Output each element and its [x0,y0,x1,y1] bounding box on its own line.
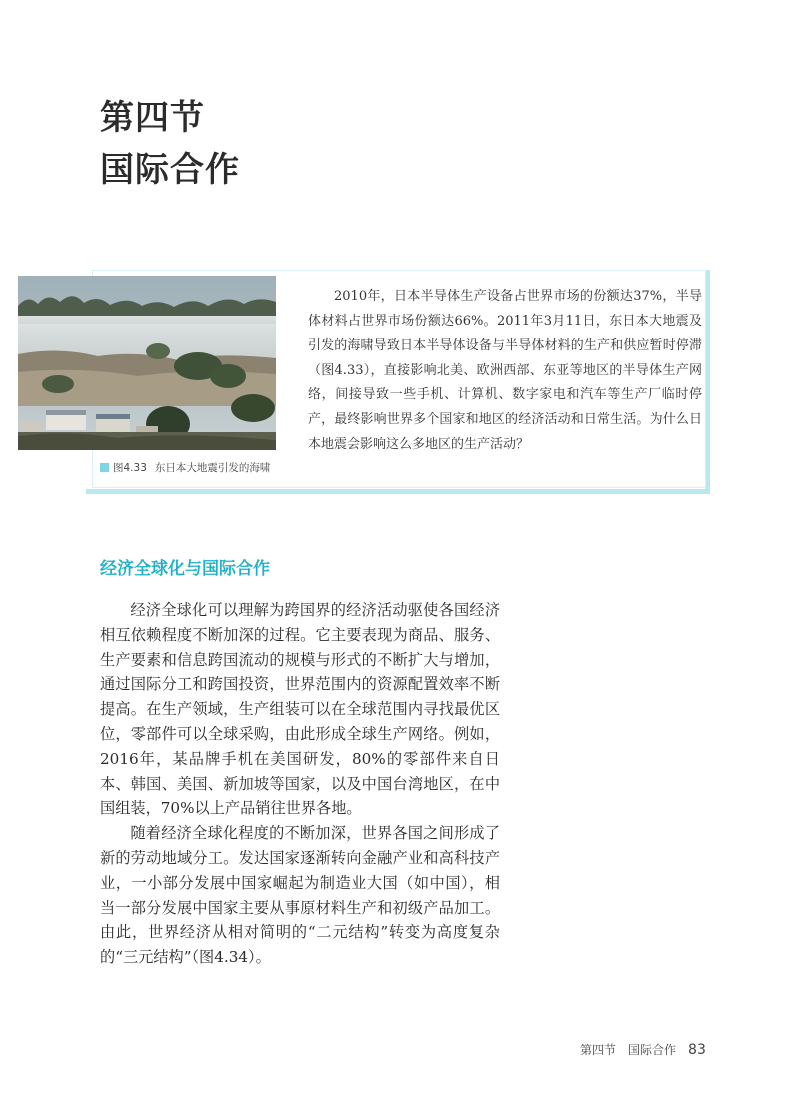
body-paragraph-1: 经济全球化可以理解为跨国界的经济活动驱使各国经济相互依赖程度不断加深的过程。它主要表现为商品、服务、生产要素和信息跨国流动的规模与形式的不断扩大与增加，通过国际分工和跨国投资，世界范围内的资源配置效率不断提高。在生产领域，生产组装可以在全球范围内寻找最优区位，零部件可以全球采购，由此形成全球生产网络。例如，2016年，某品牌手机在美国研发，80%的零部件来自日本、韩国、美国、新加坡等国家，以及中国台湾地区，在中国组装，70%以上产品销往世界各地。 [100,601,500,818]
footer-title: 国际合作 [628,1043,677,1057]
footer-section: 第四节 [580,1043,617,1057]
case-study-text [308,285,702,457]
body-paragraph-2: 随着经济全球化程度的不断加深，世界各国之间形成了新的劳动地域分工。发达国家逐渐转向金融产业和高科技产业，一小部分发展中国家崛起为制造业大国（如中国），相当一部分发展中国家主要从事原材料生产和初级产品加工。由此，世界经济从相对简明的“二元结构”转变为高度复杂的“三元结构”（图4.34）。 [100,824,500,967]
page-footer [580,1041,706,1058]
case-study-paragraph: 2010年，日本半导体生产设备占世界市场的份额达37%，半导体材料占世界市场份额达66%。2011年3月11日，东日本大地震及引发的海啸导致日本半导体设备与半导体材料的生产和供应暂时停滞（图4.33），直接影响北美、欧洲西部、东亚等地区的半导体生产网络，间接导致一些手机、计算机、数字家电和汽车等生产厂临时停产，最终影响世界多个国家和地区的经济活动和日常生活。为什么日本地震会影响这么多地区的生产活动？ [308,289,702,452]
figure-caption-text: 东日本大地震引发的海啸 [154,462,271,474]
figure-caption [100,460,290,475]
section-number-title: 第四节 [100,98,205,138]
caption-marker-icon [100,463,109,472]
tsunami-photo-illustration [18,276,276,450]
page-number: 83 [688,1042,706,1058]
page-title: 国际合作 [100,150,240,190]
tsunami-photo [18,276,276,450]
body-text [100,598,500,970]
figure-label: 图4.33 [113,462,147,474]
section-heading: 经济全球化与国际合作 [100,559,270,579]
